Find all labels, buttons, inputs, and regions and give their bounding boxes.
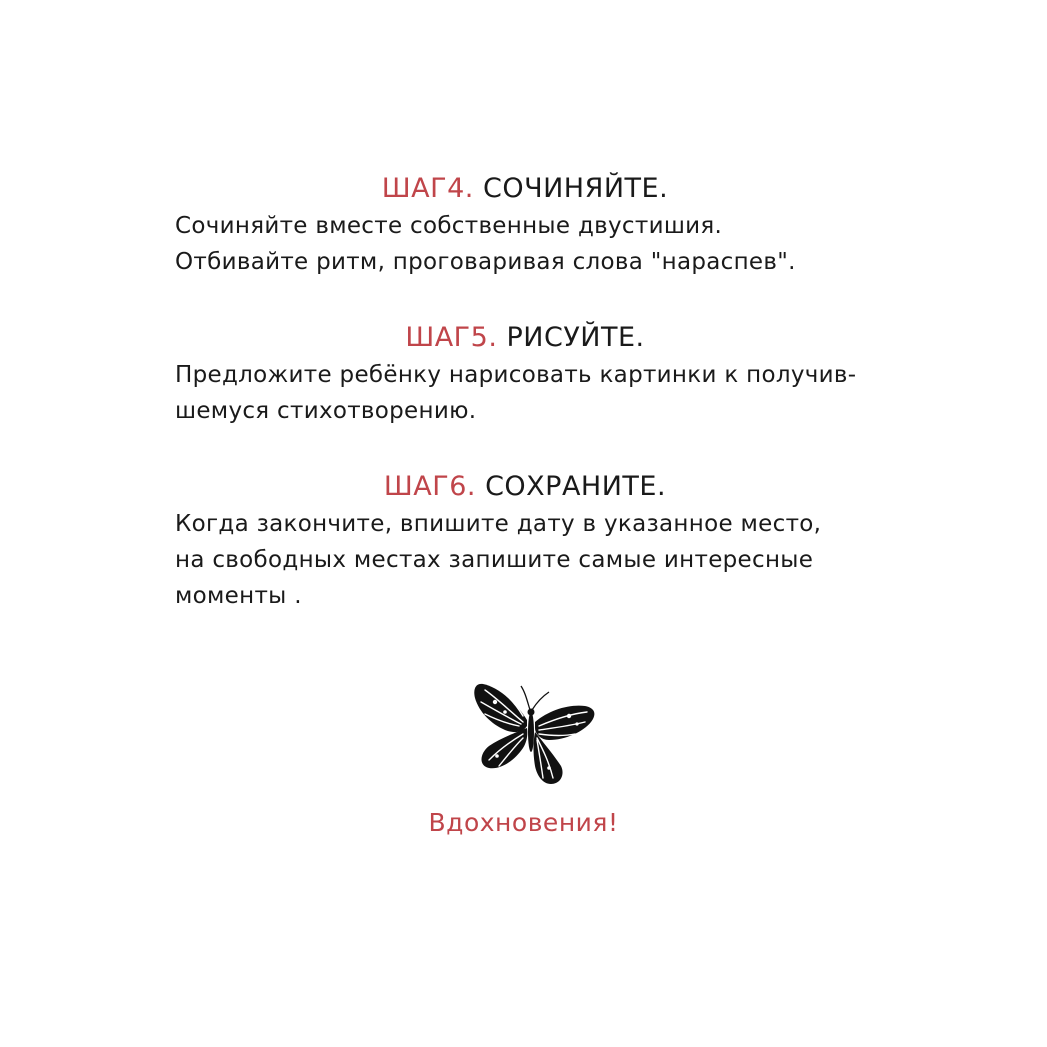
- step-5-line-2: шемуся стихотворению.: [175, 398, 477, 424]
- closing-wish: Вдохновения!: [428, 808, 619, 837]
- step-6-heading: [175, 470, 875, 504]
- step-5-text: [175, 357, 875, 429]
- step-5-title: РИСУЙТЕ.: [506, 322, 645, 353]
- step-5-heading: [175, 321, 875, 355]
- step-6-title: СОХРАНИТЕ.: [485, 471, 667, 502]
- step-6-line-1: Когда закончите, впишите дату в указанное место,: [175, 511, 822, 537]
- step-4-line-1: Сочиняйте вместе собственные двустишия.: [175, 213, 723, 239]
- step-6: [175, 470, 875, 614]
- step-6-line-3: моменты .: [175, 583, 302, 609]
- step-6-line-2: на свободных местах запишите самые интересные: [175, 547, 814, 573]
- step-4-label: ШАГ4.: [381, 173, 474, 204]
- step-4: [175, 172, 875, 280]
- step-5-label: ШАГ5.: [405, 322, 498, 353]
- step-6-label: ШАГ6.: [383, 471, 476, 502]
- step-5-line-1: Предложите ребёнку нарисовать картинки к получив-: [175, 362, 857, 388]
- step-5: [175, 321, 875, 429]
- step-4-title: СОЧИНЯЙТЕ.: [482, 173, 669, 204]
- butterfly-icon: [465, 680, 600, 790]
- step-4-line-2: Отбивайте ритм, проговаривая слова "нараспев".: [175, 249, 796, 275]
- step-4-text: [175, 208, 875, 280]
- step-6-text: [175, 506, 875, 614]
- step-4-heading: [175, 172, 875, 206]
